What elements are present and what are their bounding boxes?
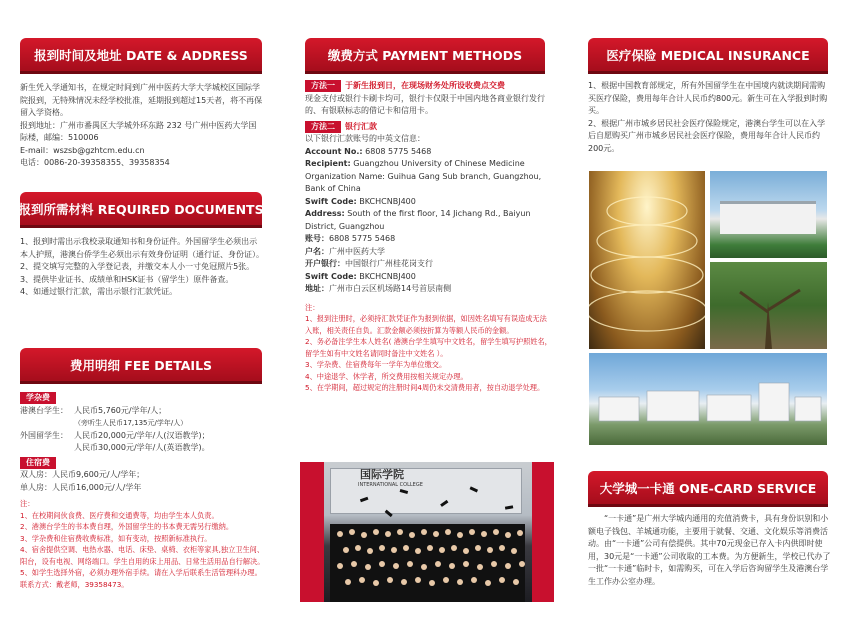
column-left <box>0 0 283 626</box>
fee-note: 3、学杂费和住宿费收费标准，如有变动，按照新标准执行。 <box>20 533 212 543</box>
building-block <box>720 201 816 234</box>
onecard-text: “一卡通”是广州大学城内通用的充值消费卡，具有身份识别和小额电子钱包、羊城通功能，主要用于就餐、交通、文化娱乐等消费活动。由“一卡通”公司有偿提供。其中70元现金已存入卡内供即时使用，30元是“一卡通”公司收取的工本费。为方便新生，学校已代办了一批“一卡通”临时卡，如需购买，可在入学后咨询留学生及港澳台学生工作办公室办理。 <box>588 514 831 586</box>
method1-title: 于新生报到日，在现场财务处所设收费点交费 <box>345 81 505 90</box>
documents-item: 2、提交填写完整的入学登记表，并缴交本人小一寸免冠照片5张。 <box>20 262 255 271</box>
payment-note: 4、中途退学、休学者，所交费用按相关规定办理。 <box>305 371 468 381</box>
documents-list <box>20 236 264 299</box>
cn-account-value: 6808 5775 5468 <box>329 234 396 243</box>
insurance-item: 1、根据中国教育部规定，所有外国留学生在中国境内就读期间需购买医疗保险，费用每年合计人民币约800元。新生可在入学报到时购买。 <box>588 81 828 115</box>
swift-label: Swift Code: <box>305 196 357 206</box>
date-address-text <box>20 82 264 170</box>
insurance-title: 医疗保险 MEDICAL INSURANCE <box>606 47 810 63</box>
method2-title: 银行汇款 <box>345 121 377 131</box>
cn-addr-label: 地址： <box>305 284 329 293</box>
payment-note: 5、在学期间，超过规定的注册时间4周仍未交清费用者，按自动退学处理。 <box>305 383 545 392</box>
insurance-banner <box>588 38 828 71</box>
onecard-title: 大学城一卡通 ONE-CARD SERVICE <box>599 480 817 496</box>
campus-buildings <box>589 353 827 445</box>
fee-note: 1、在校期间伙食费、医疗费和交通费等，均由学生本人负责。 <box>20 510 219 520</box>
cn-account-label: 账号： <box>305 234 329 243</box>
fee-note: 4、宿舍提供空调、电热水器、电话、床垫、桌椅、衣柜等家具,独立卫生间、阳台，设有电视、网络端口。学生自用的床上用品、日常生活用品自行解决。 <box>20 545 265 566</box>
payment-banner <box>305 38 545 71</box>
payment-notes <box>305 302 553 394</box>
payment-notes-label: 注： <box>305 302 320 312</box>
payment-title: 缴费方式 PAYMENT METHODS <box>327 47 523 63</box>
documents-item: 4、如通过银行汇款，需出示银行汇款凭证。 <box>20 287 178 296</box>
insurance-item: 2、根据广州市城乡居民社会医疗保险规定，港澳台学生可以在入学后自愿购买广州市城乡居民社会医疗保险，费用每年合计人民币约200元。 <box>588 118 826 153</box>
double-room-fee: 双人房：人民币9,600元/人/学年； <box>20 470 145 479</box>
atrium-railings <box>589 171 705 349</box>
bank-intro: 以下银行汇款账号的中英文信息： <box>305 134 425 143</box>
method1-text: 现金支付或银行卡刷卡均可，银行卡仅限于中国内地各商业银行发行的、有银联标志的借记卡和信用卡。 <box>305 93 545 115</box>
report-paragraph: 新生凭入学通知书，在规定时间到广州中医药大学大学城校区国际学院报到，无特殊情况未经学校批准，延期报到超过15天者，将不再保留入学资格。 <box>20 83 263 117</box>
graduation-photo <box>300 462 554 602</box>
cn-name-label: 户名： <box>305 246 329 256</box>
payment-content <box>305 80 553 394</box>
fee-details <box>20 392 268 590</box>
hk-audit-fee: （旁听生人民币17,135元/学年/人） <box>74 419 188 427</box>
swift-value: BKCHCNBJ400 <box>359 196 416 206</box>
account-value: 6808 5775 5468 <box>365 146 432 156</box>
hk-fee: 人民币5,760元/学年/人； <box>74 405 167 415</box>
campus-building-photo <box>710 171 827 258</box>
address-label: Address: <box>305 209 345 218</box>
fee-notes-label: 注： <box>20 499 35 508</box>
onecard-banner <box>588 471 828 504</box>
tree-trunk <box>710 262 827 349</box>
cn-swift-label: Swift Code: <box>305 271 357 281</box>
college-sign: 国际学院 <box>360 468 404 481</box>
intl-fee-chinese: 人民币20,000元/学年/人(汉语教学)； <box>74 430 210 440</box>
intl-label: 外国留学生： <box>20 430 68 440</box>
column-middle <box>283 0 566 626</box>
payment-note: 1、报到注册时，必须持汇款凭证作为报到依据，如因姓名填写有误造成无法入账，相关责任自负。汇款金额必须按折算为等额人民币的金额。 <box>305 314 547 335</box>
fee-note: 5、如学生选择外宿，必须办理外宿手续。请在入学后联系生活管理科办理。联系方式：戴老师，39358473。 <box>20 568 262 589</box>
fee-title: 费用明细 FEE DETAILS <box>69 357 213 373</box>
report-phone: 电话：0086-20-39358355、39358354 <box>20 158 170 167</box>
org-label: Organization Name: <box>305 171 385 181</box>
intl-fee-english: 人民币30,000元/学年/人(英语教学)。 <box>74 443 210 452</box>
documents-item: 3、提供毕业证书、成绩单和HSK证书（留学生）原件备查。 <box>20 274 234 284</box>
column-right <box>566 0 850 626</box>
tuition-tag: 学杂费 <box>20 392 56 404</box>
method2-tag: 方法二 <box>305 121 341 133</box>
address-value: South of the first floor, 14 Jichang Rd., Baiyun District, Guangzhou <box>305 209 531 231</box>
insurance-list <box>588 80 832 155</box>
documents-item: 1、报到时需出示我校录取通知书和身份证件。外国留学生必须出示本人护照，港澳台侨学生必须出示有效身份证明（通行证、身份证）。 <box>20 237 264 259</box>
recipient-label: Recipient: <box>305 159 351 168</box>
cn-name-value: 广州中医药大学 <box>329 246 385 256</box>
college-sign-en: INTERNATIONAL COLLEGE <box>358 482 423 488</box>
campus-aerial-photo <box>589 353 827 445</box>
account-label: Account No.: <box>305 146 363 156</box>
report-email: E-mail：wszsb@gzhtcm.edu.cn <box>20 145 145 155</box>
fee-note: 2、港澳台学生的书本费自理，外国留学生的书本费无需另行缴纳。 <box>20 522 234 531</box>
cn-swift-value: BKCHCNBJ400 <box>359 271 416 281</box>
org-value: Guihua Gang Sub branch, Guangzhou, Bank of China <box>305 171 542 193</box>
documents-banner <box>20 192 262 225</box>
payment-note: 2、务必备注学生本人姓名( 港澳台学生填写中文姓名，留学生填写护照姓名，留学生如有中文姓名请同时备注中文姓名 ）。 <box>305 337 552 358</box>
single-room-fee: 单人房：人民币16,000元/人/学年 <box>20 482 142 492</box>
banyan-tree-photo <box>710 262 827 349</box>
fee-banner <box>20 348 262 381</box>
graduates-crowd <box>300 462 554 602</box>
cn-bank-label: 开户银行： <box>305 259 345 268</box>
atrium-photo <box>589 171 705 349</box>
cn-addr-value: 广州市白云区机场路14号首层南侧 <box>329 284 452 293</box>
recipient-value: Guangzhou University of Chinese Medicine <box>353 159 525 168</box>
hk-label: 港澳台学生： <box>20 405 68 415</box>
report-address: 报到地址：广州市番禺区大学城外环东路 232 号广州中医药大学国际楼，邮编：510006 <box>20 120 257 142</box>
documents-title: 报到所需材料 REQUIRED DOCUMENTS <box>18 201 264 217</box>
payment-note: 3、学杂费、住宿费每年一学年为单位缴交。 <box>305 360 447 369</box>
date-address-banner <box>20 38 262 71</box>
lodging-tag: 住宿费 <box>20 457 56 469</box>
fee-notes <box>20 498 268 590</box>
method1-tag: 方法一 <box>305 80 341 92</box>
cn-bank-value: 中国银行广州桂花岗支行 <box>345 259 433 268</box>
date-address-title: 报到时间及地址 DATE & ADDRESS <box>34 47 248 63</box>
